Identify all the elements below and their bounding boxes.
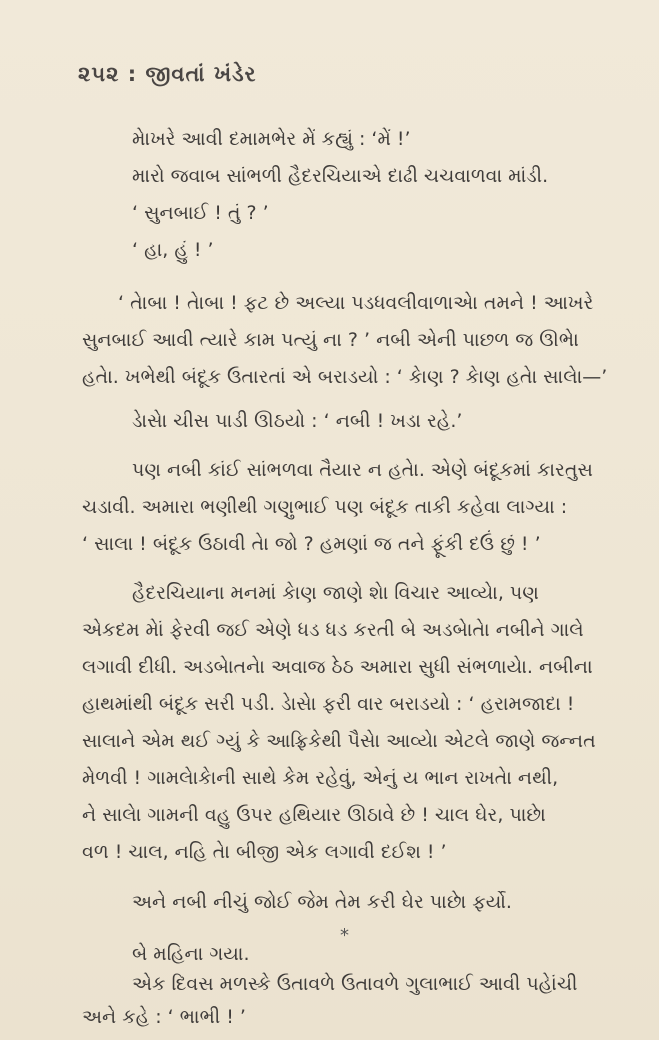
text-line: ને સાલેા ગામની વહુ ઉપર હથિયાર ઊઠાવે છે ! ચાલ ઘેર, પાછેા: [82, 804, 546, 826]
text-line: મારો જવાબ સાંભળી હૈદરચિયાએ દાઢી ચચવાળવા માંડી.: [132, 165, 549, 187]
running-header: ૨૫૨ : જીવતાં ખંડેર: [78, 62, 257, 86]
text-line: પણ નબી કાંઈ સાંભળવા તૈયાર ન હતેા. એણે બંદૂકમાં કારતુસ: [132, 459, 593, 481]
text-line: ડેાસેા ચીસ પાડી ઊઠયો : ‘ નબી ! ખડા રહે.’: [132, 410, 463, 432]
text-line: અને નબી નીચું જોઈ જેમ તેમ કરી ઘેર પાછેા ફર્યો.: [132, 891, 512, 913]
text-line: હતેા. ખભેથી બંદૂક ઉતારતાં એ બરાડયો : ‘ કેાણ ? કેાણ હતેા સાલેા—’: [82, 366, 608, 388]
text-line: ‘ હા, હું ! ’: [132, 239, 214, 261]
text-line: એકદમ મેાં ફેરવી જઈ એણે ધડ ધડ કરતી બે અડબેાતેા નબીને ગાલે: [82, 619, 584, 641]
text-line: એક દિવસ મળસ્કે ઉતાવળે ઉતાવળે ગુલાભાઈ આવી પહેાંચી: [132, 973, 578, 995]
text-line: હૈદરચિયાના મનમાં કેાણ જાણે શેા વિચાર આવ્યેા, પણ: [132, 582, 539, 604]
text-line: ‘ સુનબાઈ ! તું ? ’: [132, 202, 269, 224]
text-line: ચડાવી. અમારા ભણીથી ગણુભાઈ પણ બંદૂક તાકી કહેવા લાગ્યા :: [82, 496, 568, 518]
text-line: મેાખરે આવી દમામભેર મેં કહ્યું : ‘મેં !’: [132, 128, 411, 150]
text-line: હાથમાંથી બંદૂક સરી પડી. ડેાસેા ફરી વાર બરાડયો : ‘ હરામજાદા !: [82, 693, 575, 715]
text-line: અને કહે : ‘ ભાભી ! ’: [82, 1006, 246, 1028]
text-line: ‘ તેાબા ! તેાબા ! ફટ છે અલ્યા પડધવલીવાળાએા તમને ! આખરે: [118, 292, 594, 314]
text-line: વળ ! ચાલ, નહિ તેા બીજી એક લગાવી દઈશ ! ’: [82, 841, 447, 863]
section-separator: *: [340, 925, 349, 946]
text-line: લગાવી દીધી. અડબેાતનેા અવાજ ઠેઠ અમારા સુધી સંભળાયેા. નબીના: [82, 656, 593, 678]
text-line: મેળવી ! ગામલેાકેાની સાથે કેમ રહેવું, એનું ય ભાન રાખતેા નથી,: [82, 767, 559, 789]
text-line: બે મહિના ગયા.: [132, 943, 250, 965]
text-line: ‘ સાલા ! બંદૂક ઉઠાવી તેા જો ? હમણાં જ તને ફૂંકી દઉં છું ! ’: [82, 533, 541, 555]
text-line: સાલાને એમ થઈ ગ્યું કે આફ્રિકેથી પૈસેા આવ્યેા એટલે જાણે જન્નત: [82, 730, 596, 752]
text-line: સુનબાઈ આવી ત્યારે કામ પત્યું ના ? ’ નબી એની પાછળ જ ઊભેા: [82, 329, 579, 351]
